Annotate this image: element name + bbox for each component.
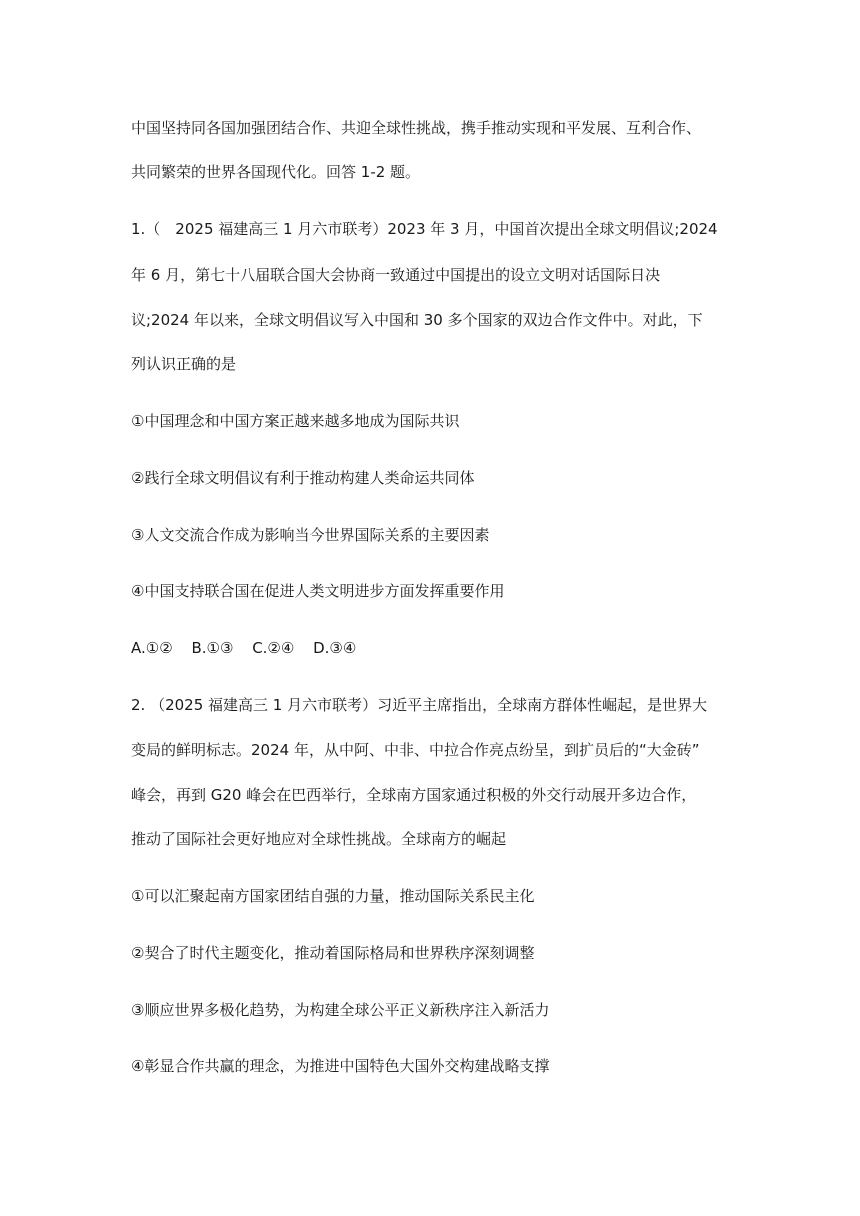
question-1-statement-3: ③人文交流合作成为影响当今世界国际关系的主要因素 [131, 526, 490, 544]
intro-text-line-1: 中国坚持同各国加强团结合作、共迎全球性挑战，携手推动实现和平发展、互利合作、 [131, 119, 702, 137]
question-1-stem-line-2: 年 6 月，第七十八届联合国大会协商一致通过中国提出的设立文明对话国际日决 [131, 266, 661, 284]
question-2-statement-3: ③顺应世界多极化趋势，为构建全球公平正义新秩序注入新活力 [131, 1001, 550, 1019]
option-d: D.③④ [313, 639, 357, 657]
question-2-statement-2: ②契合了时代主题变化，推动着国际格局和世界秩序深刻调整 [131, 944, 535, 962]
question-2-stem-line-1: 2. （2025 福建高三 1 月六市联考）习近平主席指出，全球南方群体性崛起，是世界大 [131, 696, 708, 714]
question-2-stem-line-3: 峰会，再到 G20 峰会在巴西举行，全球南方国家通过积极的外交行动展开多边合作， [131, 786, 697, 804]
question-1-statement-1: ①中国理念和中国方案正越来越多地成为国际共识 [131, 412, 460, 430]
question-2-statement-1: ①可以汇聚起南方国家团结自强的力量，推动国际关系民主化 [131, 887, 535, 905]
option-b: B.①③ [191, 639, 234, 657]
intro-text-line-2: 共同繁荣的世界各国现代化。回答 1-2 题。 [131, 163, 421, 181]
question-1-stem-line-4: 列认识正确的是 [131, 355, 237, 373]
option-a: A.①② [131, 639, 173, 657]
question-1-stem-line-3: 议;2024 年以来，全球文明倡议写入中国和 30 多个国家的双边合作文件中。对此，下 [131, 311, 703, 329]
question-2-stem-line-2: 变局的鲜明标志。2024 年，从中阿、中非、中拉合作亮点纷呈，到扩员后的“大金砖” [131, 741, 700, 759]
question-2-stem-line-4: 推动了国际社会更好地应对全球性挑战。全球南方的崛起 [131, 830, 507, 848]
question-1-stem-line-1: 1.（ 2025 福建高三 1 月六市联考）2023 年 3 月，中国首次提出全球文明倡议;2024 [131, 220, 718, 238]
question-1-statement-4: ④中国支持联合国在促进人类文明进步方面发挥重要作用 [131, 582, 505, 600]
question-1-statement-2: ②践行全球文明倡议有利于推动构建人类命运共同体 [131, 469, 475, 487]
question-1-options [131, 638, 370, 658]
question-2-statement-4: ④彰显合作共赢的理念，为推进中国特色大国外交构建战略支撑 [131, 1057, 550, 1075]
option-c: C.②④ [252, 639, 295, 657]
